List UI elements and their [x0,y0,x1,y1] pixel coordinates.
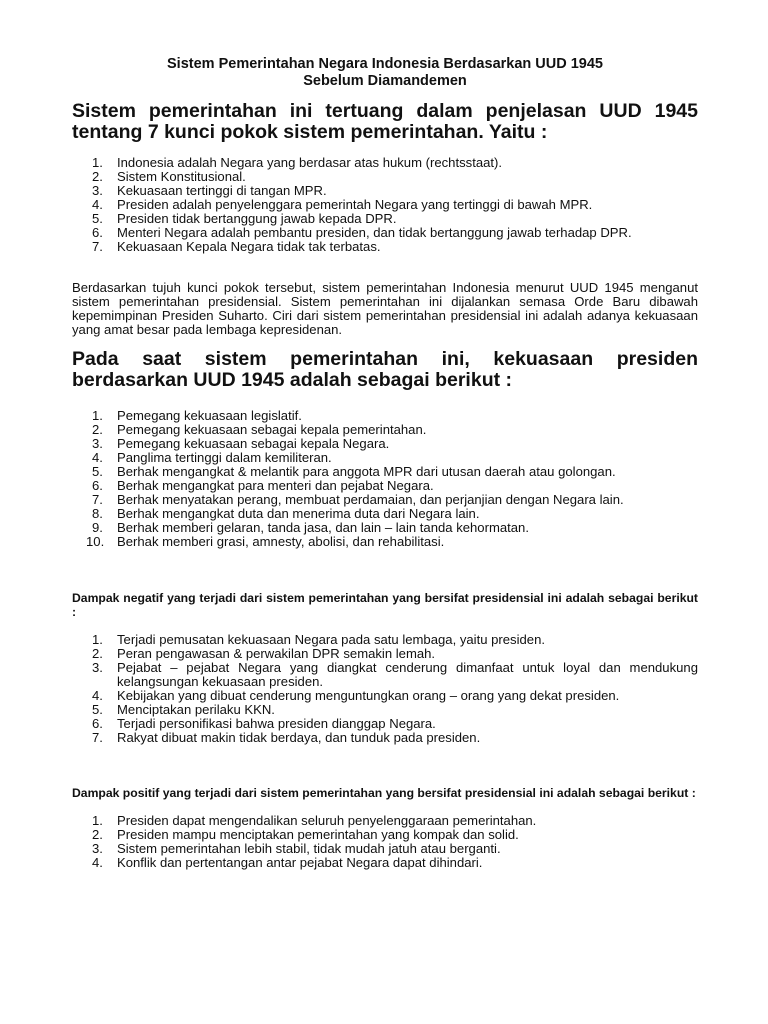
list-item [72,198,698,212]
list-item [72,814,698,828]
list-item-number: 6. [92,716,103,731]
list-item [72,493,698,507]
list-item-number: 2. [92,646,103,661]
list-item-text: Berhak mengangkat para menteri dan pejabat Negara. [117,478,434,493]
list-item-text: Pejabat – pejabat Negara yang diangkat cenderung dimanfaat untuk loyal dan mendukung kelangsungan kekuasaan presiden. [117,660,698,689]
list-item [72,507,698,521]
list-item [72,409,698,423]
section3-heading: Dampak negatif yang terjadi dari sistem pemerintahan yang bersifat presidensial ini adalah sebagai berikut : [72,591,698,619]
list-item [72,661,698,689]
list-item-text: Rakyat dibuat makin tidak berdaya, dan tunduk pada presiden. [117,730,481,745]
list-item-number: 6. [92,478,103,493]
section2-list [72,409,698,549]
list-item-text: Panglima tertinggi dalam kemiliteran. [117,450,332,465]
list-item-text: Berhak menyatakan perang, membuat perdamaian, dan perjanjian dengan Negara lain. [117,492,624,507]
section4-heading: Dampak positif yang terjadi dari sistem pemerintahan yang bersifat presidensial ini adalah sebagai berikut : [72,786,696,800]
list-item-text: Menciptakan perilaku KKN. [117,702,275,717]
list-item [72,226,698,240]
list-item-number: 10. [86,534,105,549]
list-item-number: 2. [92,169,103,184]
list-item-text: Indonesia adalah Negara yang berdasar atas hukum (rechtsstaat). [117,155,503,170]
list-item-number: 5. [92,464,103,479]
list-item [72,423,698,437]
list-item [72,731,698,745]
list-item-number: 1. [92,155,103,170]
list-item-number: 7. [92,239,103,254]
list-item-text: Presiden mampu menciptakan pemerintahan yang kompak dan solid. [117,827,519,842]
list-item-number: 3. [92,841,103,856]
section1-heading: Sistem pemerintahan ini tertuang dalam penjelasan UUD 1945 tentang 7 kunci pokok sistem pemerintahan. Yaitu : [72,100,698,143]
section2-heading: Pada saat sistem pemerintahan ini, kekuasaan presiden berdasarkan UUD 1945 adalah sebagai berikut : [72,348,698,391]
list-item-text: Kekuasaan Kepala Negara tidak tak terbatas. [117,239,381,254]
list-item-number: 3. [92,660,103,675]
list-item-number: 1. [92,408,103,423]
list-item-text: Presiden tidak bertanggung jawab kepada DPR. [117,211,397,226]
list-item [72,212,698,226]
list-item-text: Presiden adalah penyelenggara pemerintah Negara yang tertinggi di bawah MPR. [117,197,593,212]
list-item [72,451,698,465]
list-item-number: 2. [92,827,103,842]
list-item-number: 4. [92,197,103,212]
document-title-line2: Sebelum Diamandemen [303,73,467,89]
list-item [72,647,698,661]
list-item-number: 3. [92,436,103,451]
list-item-text: Pemegang kekuasaan sebagai kepala pemerintahan. [117,422,427,437]
list-item [72,465,698,479]
list-item-text: Berhak memberi grasi, amnesty, abolisi, dan rehabilitasi. [117,534,445,549]
list-item-number: 2. [92,422,103,437]
body-paragraph: Berdasarkan tujuh kunci pokok tersebut, sistem pemerintahan Indonesia menurut UUD 1945 menganut sistem pemerintahan presidensial. Sistem pemerintahan ini dijalankan semasa Orde Baru dibawah kepemimpinan Presiden Suharto. Ciri dari sistem pemerintahan presidensial ini adalah adanya kekuasaan yang amat besar pada lembaga kepresidenan. [72,280,698,337]
list-item-number: 6. [92,225,103,240]
list-item-number: 1. [92,632,103,647]
list-item-number: 8. [92,506,103,521]
list-item-number: 7. [92,730,103,745]
list-item-text: Presiden dapat mengendalikan seluruh penyelenggaraan pemerintahan. [117,813,537,828]
list-item-text: Pemegang kekuasaan legislatif. [117,408,302,423]
list-item [72,633,698,647]
section1-list [72,156,698,254]
list-item [72,240,698,254]
list-item [72,521,698,535]
list-item-text: Berhak memberi gelaran, tanda jasa, dan lain – lain tanda kehormatan. [117,520,529,535]
list-item-number: 7. [92,492,103,507]
list-item-number: 5. [92,211,103,226]
list-item-number: 4. [92,855,103,870]
section4-list [72,814,698,870]
list-item-text: Terjadi pemusatan kekuasaan Negara pada satu lembaga, yaitu presiden. [117,632,546,647]
list-item-number: 3. [92,183,103,198]
list-item-text: Menteri Negara adalah pembantu presiden, dan tidak bertanggung jawab terhadap DPR. [117,225,632,240]
list-item [72,828,698,842]
list-item-text: Sistem pemerintahan lebih stabil, tidak mudah jatuh atau berganti. [117,841,501,856]
list-item [72,842,698,856]
list-item [72,856,698,870]
section3-list [72,633,698,745]
list-item-text: Berhak mengangkat & melantik para anggota MPR dari utusan daerah atau golongan. [117,464,616,479]
list-item-number: 5. [92,702,103,717]
list-item-text: Kebijakan yang dibuat cenderung menguntungkan orang – orang yang dekat presiden. [117,688,620,703]
list-item [72,535,698,549]
list-item-number: 1. [92,813,103,828]
list-item [72,479,698,493]
list-item-text: Pemegang kekuasaan sebagai kepala Negara. [117,436,390,451]
list-item-text: Peran pengawasan & perwakilan DPR semakin lemah. [117,646,436,661]
list-item [72,437,698,451]
list-item-text: Terjadi personifikasi bahwa presiden dianggap Negara. [117,716,436,731]
document-title-line1: Sistem Pemerintahan Negara Indonesia Berdasarkan UUD 1945 [167,56,603,72]
list-item [72,156,698,170]
list-item [72,170,698,184]
list-item-text: Kekuasaan tertinggi di tangan MPR. [117,183,327,198]
list-item-number: 9. [92,520,103,535]
list-item-text: Sistem Konstitusional. [117,169,246,184]
list-item [72,689,698,703]
document-title [72,56,698,90]
list-item-text: Berhak mengangkat duta dan menerima duta dari Negara lain. [117,506,480,521]
list-item-text: Konflik dan pertentangan antar pejabat Negara dapat dihindari. [117,855,483,870]
list-item-number: 4. [92,688,103,703]
list-item [72,703,698,717]
list-item [72,184,698,198]
list-item-number: 4. [92,450,103,465]
list-item [72,717,698,731]
